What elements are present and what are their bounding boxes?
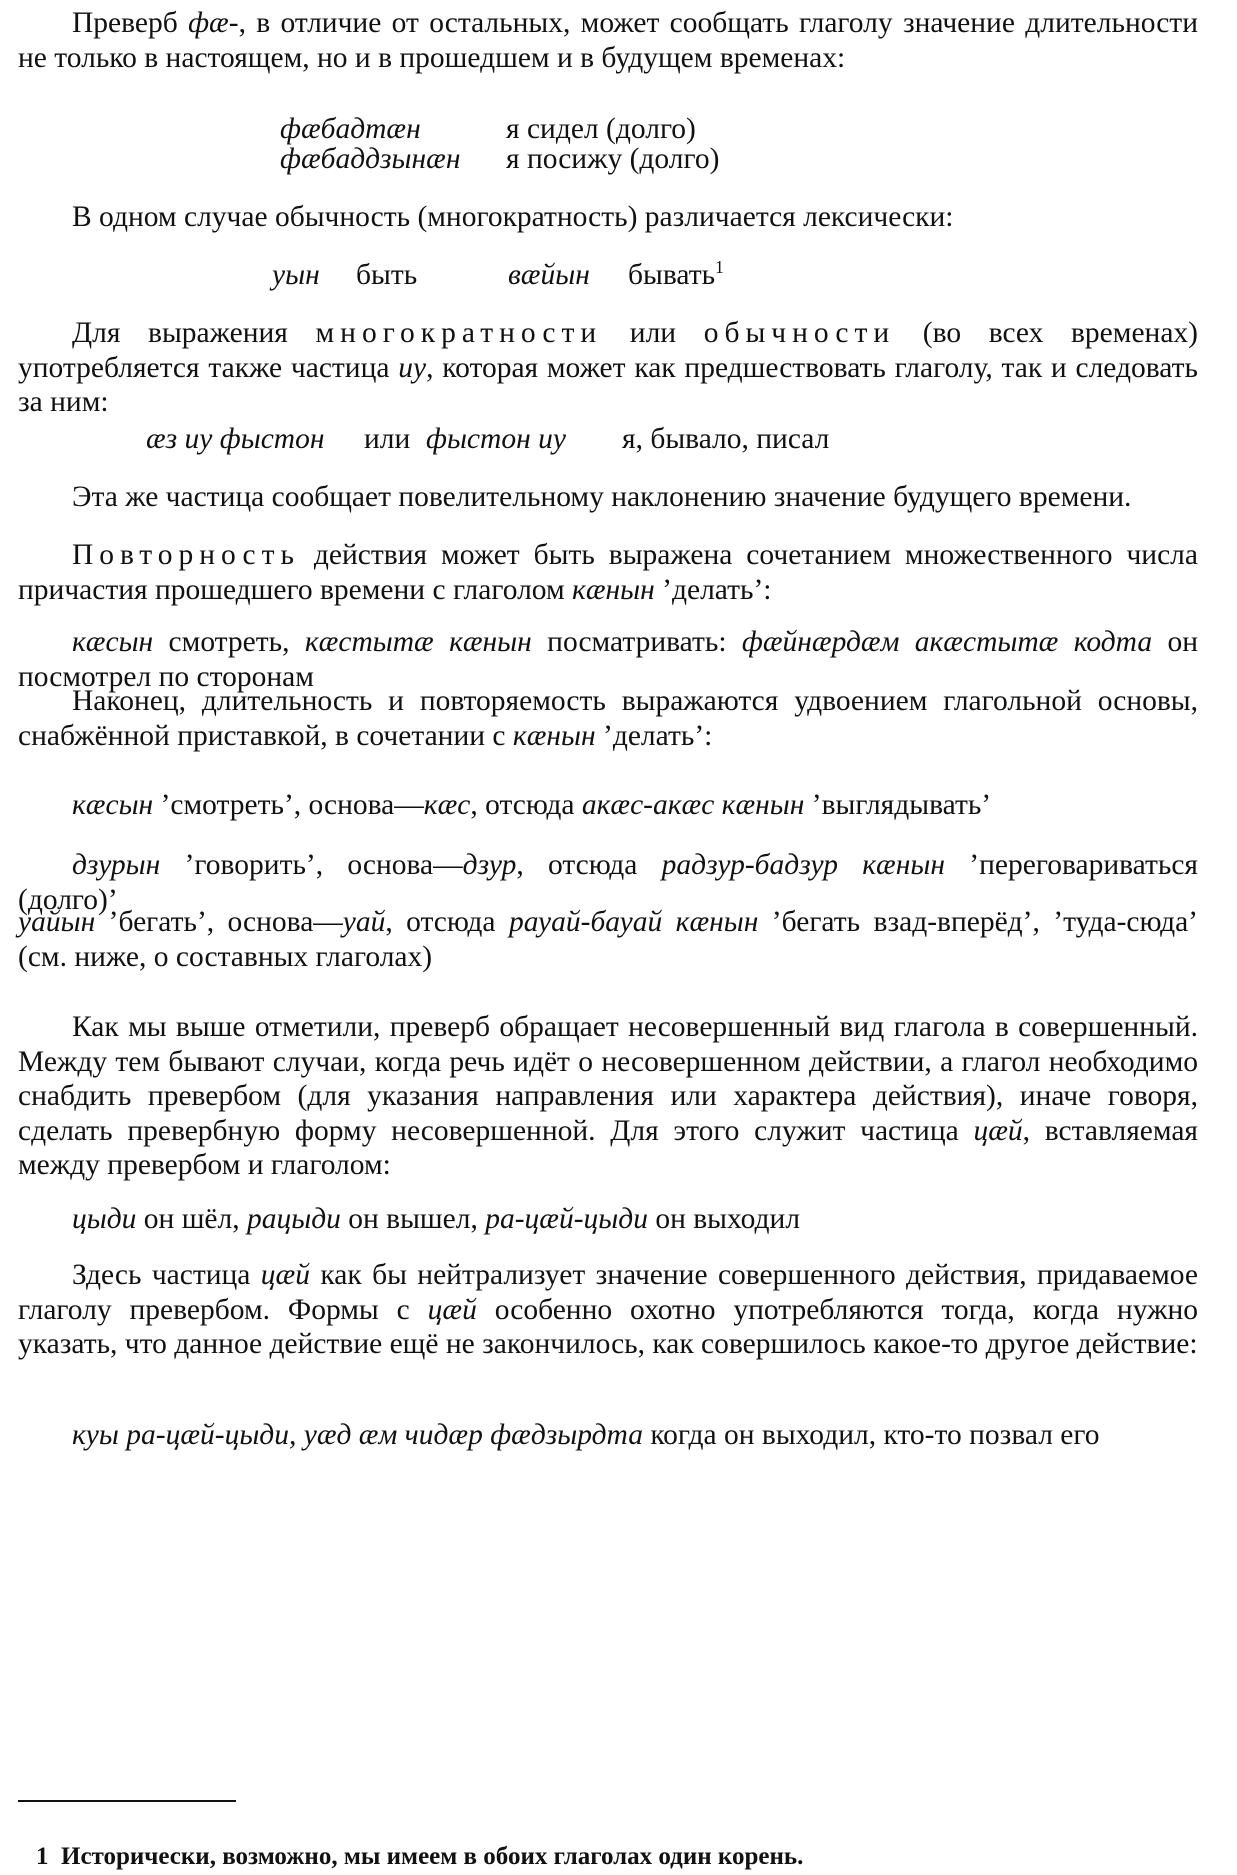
osetian-word: цыди <box>72 1203 137 1235</box>
example-osetian: фæбаддзынæн <box>280 143 461 175</box>
osetian-word: дзурын <box>72 849 161 881</box>
osetian-phrase: рауай-бауай кæнын <box>508 906 759 938</box>
example-osetian: æз иу фыстон <box>146 423 325 455</box>
text: он шёл, <box>136 1203 247 1235</box>
example-osetian: вæйын <box>508 259 590 291</box>
paragraph-repetition <box>18 538 1198 607</box>
text: он выходил <box>647 1203 801 1235</box>
example-translation: я посижу (долго) <box>506 143 720 175</box>
paragraph-particle-iu <box>18 316 1198 420</box>
osetian-word: уайын <box>18 906 96 938</box>
spaced-term: Повторность <box>72 539 300 571</box>
osetian-word: кæстытæ кæнын <box>304 626 532 658</box>
paragraph-particle-tsaei <box>18 1010 1198 1183</box>
paragraph-reduplication <box>18 684 1198 753</box>
paragraph-imperative: Эта же частица сообщает повелительному наклонению значение будущего времени. <box>72 481 1132 513</box>
footnote-text: Исторически, возможно, мы имеем в обоих глаголах один корень. <box>61 1843 804 1870</box>
text: как бы нейтрализует значение совершенного действия, придаваемое глаголу превербом. Формы с <box>18 1259 1198 1326</box>
text: ’бегать взад-вперёд’, ’туда-сюда’ (см. ниже, о составных глаголах) <box>18 906 1198 973</box>
text: он вышел, <box>340 1203 486 1235</box>
footnote-number: 1 <box>36 1843 49 1870</box>
text: Преверб <box>72 7 189 39</box>
paragraph-preverb-fae <box>18 6 1198 75</box>
text: Для выражения <box>72 317 316 349</box>
osetian-phrase: куы ра-цæй-цыди, уæд æм чидæр фæдзырдта <box>72 1419 643 1451</box>
example-line <box>18 1418 1198 1453</box>
text: посматривать: <box>531 626 742 658</box>
example-entry <box>18 788 1198 823</box>
text: Наконец, длительность и повторяемость выражаются удвоением глагольной основы, снабжённой приставкой, в сочетании с <box>18 685 1198 752</box>
example-translation: я, бывало, писал <box>622 423 830 455</box>
osetian-word: кæнын <box>512 719 596 752</box>
paragraph-lexical: В одном случае обычность (многократность) различается лексически: <box>72 201 954 233</box>
osetian-word: кæсын <box>72 789 154 821</box>
osetian-word: цæй <box>427 1293 477 1326</box>
text: ’переговариваться (долго)’ <box>18 849 1198 916</box>
osetian-word: рацыди <box>246 1203 341 1235</box>
example-translation: быть <box>356 259 418 291</box>
book-page <box>18 0 1198 1875</box>
example-osetian: фыстон иу <box>426 423 566 455</box>
text: , которая может как предшествовать глаголу, так и следовать за ним: <box>18 351 1198 418</box>
example-osetian: фæбадтæн <box>280 113 421 145</box>
example-translation: я сидел (долго) <box>506 113 696 145</box>
osetian-word: ра-цæй-цыди <box>485 1203 648 1235</box>
osetian-word: фæ- <box>188 7 239 39</box>
text: смотреть, <box>153 626 305 658</box>
text: ’бегать’, основа— <box>95 906 343 938</box>
osetian-word: уай <box>342 906 386 938</box>
example-translation <box>628 258 724 293</box>
text: , вставляемая между превербом и глаголом: <box>18 1114 1198 1181</box>
example-line <box>18 1202 1198 1237</box>
text: действия может быть выражена сочетанием множественного числа причастия прошедшего времени с глаголом <box>18 539 1198 606</box>
text: или <box>602 317 704 349</box>
footnote-ref: 1 <box>715 257 724 278</box>
text: Здесь частица <box>72 1259 261 1291</box>
text: , в отличие от остальных, может сообщать глаголу значение длительности не только в настоящем, но и в прошедшем и в будущем временах: <box>18 7 1198 74</box>
text: бывать <box>628 259 716 291</box>
text: ’выглядывать’ <box>804 789 992 821</box>
osetian-word: кæс <box>423 789 471 821</box>
example-connector: или <box>364 423 411 455</box>
text: он посмотрел по сторонам <box>18 626 1198 693</box>
osetian-phrase: акæс-акæс кæнын <box>581 789 805 821</box>
osetian-phrase: фæйнæрдæм акæстытæ кодта <box>741 626 1153 658</box>
osetian-word: иу <box>398 351 427 384</box>
spaced-term: многократности <box>315 317 603 349</box>
text: Как мы выше отметили, преверб обращает несовершенный вид глагола в совершенный. Между тем бывают случаи, когда речь идёт о несовершенном действии, а глагол необходимо снабдить превербом (для указания направления или характера действия), иначе говоря, сделать превербную форму несовершенной. Для этого служит частица <box>18 1011 1198 1147</box>
text: ’смотреть’, основа— <box>153 789 424 821</box>
text: , отсюда <box>385 906 509 938</box>
osetian-word: цæй <box>973 1114 1023 1147</box>
osetian-word: кæсын <box>72 626 154 658</box>
text: ’говорить’, основа— <box>160 849 463 881</box>
text: ’делать’: <box>595 719 713 752</box>
spaced-term: обычности <box>703 317 896 349</box>
osetian-word: цæй <box>260 1259 310 1291</box>
text: (во всех временах) употребляется также частица <box>18 317 1198 384</box>
text: , отсюда <box>516 849 662 881</box>
text: , отсюда <box>470 789 582 821</box>
footnote <box>36 1840 803 1875</box>
example-osetian: уын <box>272 259 320 291</box>
text: особенно охотно употребляются тогда, когда нужно указать, что данное действие ещё не закончилось, как совершилось какое-то другое действие: <box>18 1293 1198 1360</box>
paragraph-neutralization <box>18 1258 1198 1362</box>
text: ’делать’: <box>654 573 772 606</box>
osetian-word: дзур <box>462 849 517 881</box>
osetian-word: кæнын <box>572 573 655 606</box>
osetian-phrase: радзур-бадзур кæнын <box>661 849 945 881</box>
example-entry <box>18 905 1198 974</box>
text: когда он выходил, кто-то позвал его <box>642 1419 1100 1451</box>
footnote-rule <box>18 1800 236 1802</box>
